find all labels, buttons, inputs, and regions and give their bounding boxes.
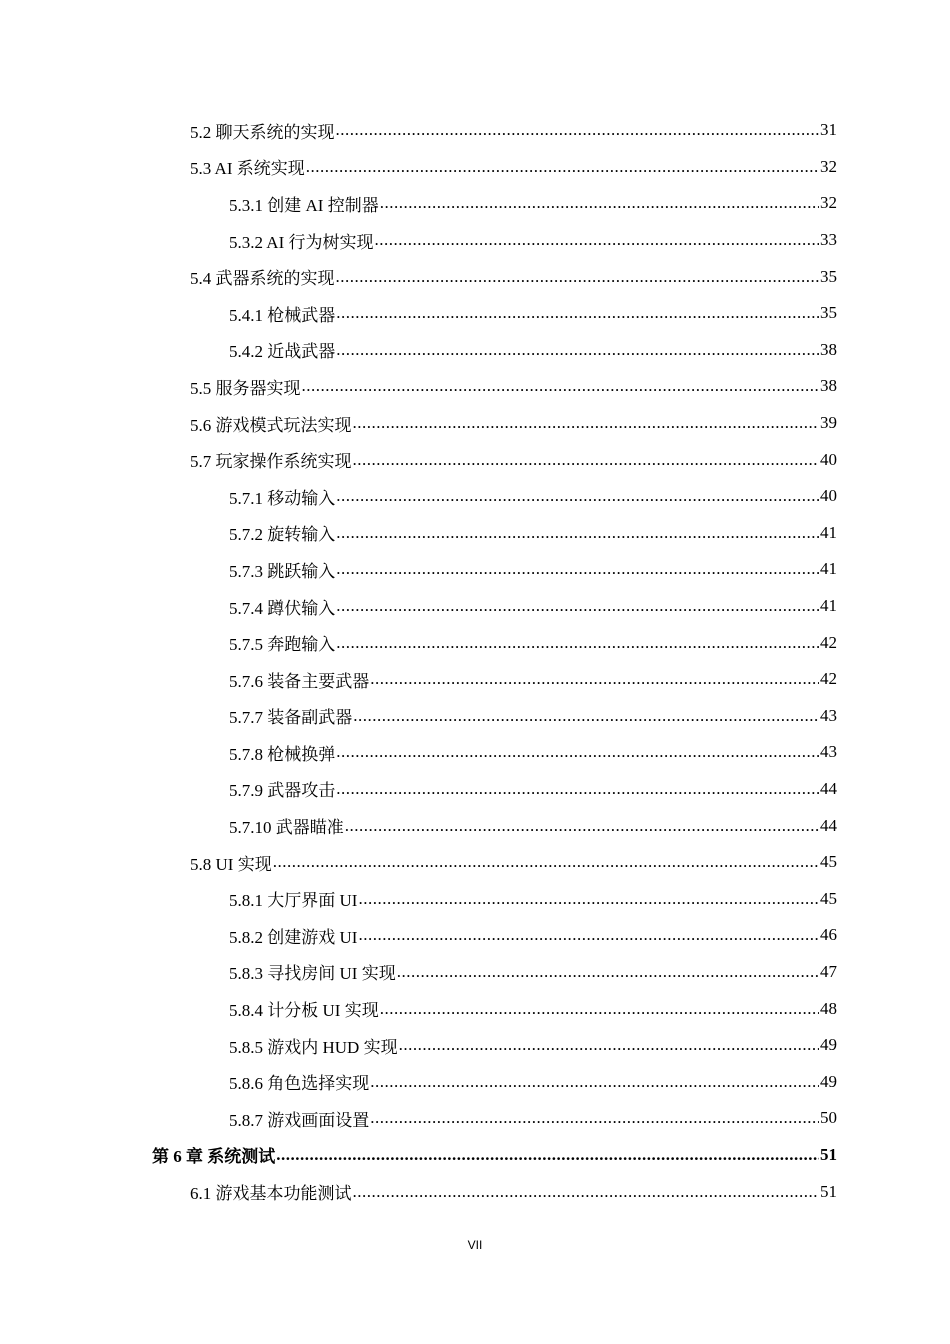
toc-leader-dots (353, 706, 819, 726)
toc-entry[interactable] (0, 295, 837, 332)
toc-entry-title: 5.7.9 武器攻击 (229, 781, 336, 801)
toc-entry[interactable] (0, 222, 837, 259)
toc-leader-dots (306, 157, 819, 177)
toc-leader-dots (370, 669, 819, 689)
toc-entry[interactable] (0, 1027, 837, 1064)
toc-entry-page: 51 (820, 1181, 837, 1201)
toc-entry-page: 33 (820, 230, 837, 250)
toc-entry-page: 39 (820, 413, 837, 433)
toc-entry-page: 43 (820, 742, 837, 762)
toc-entry-title: 5.4.1 枪械武器 (229, 305, 336, 325)
toc-entry-title: 5.7.6 装备主要武器 (229, 671, 370, 691)
toc-entry-title: 5.4 武器系统的实现 (190, 269, 335, 289)
toc-leader-dots (380, 999, 819, 1019)
toc-entry-page: 42 (820, 632, 837, 652)
toc-entry[interactable] (0, 771, 837, 808)
toc-entry[interactable] (0, 807, 837, 844)
toc-entry-title: 第 6 章 系统测试 (152, 1147, 276, 1167)
toc-entry-title: 5.5 服务器实现 (190, 378, 301, 398)
toc-entry[interactable] (0, 405, 837, 442)
toc-entry-title: 5.7.2 旋转输入 (229, 525, 336, 545)
toc-entry[interactable] (0, 551, 837, 588)
toc-entry[interactable] (0, 478, 837, 515)
toc-leader-dots (302, 376, 820, 396)
toc-leader-dots (358, 889, 819, 909)
toc-entry-page: 50 (820, 1108, 837, 1128)
toc-entry-title: 5.7.1 移动输入 (229, 488, 336, 508)
toc-entry-title: 5.6 游戏模式玩法实现 (190, 415, 352, 435)
toc-leader-dots (399, 1035, 819, 1055)
toc-entry[interactable] (0, 112, 837, 149)
toc-entry[interactable] (0, 624, 837, 661)
toc-leader-dots (336, 523, 819, 543)
toc-entry-title: 5.8.7 游戏画面设置 (229, 1110, 370, 1130)
toc-entry-page: 35 (820, 266, 837, 286)
toc-entry-title: 5.2 聊天系统的实现 (190, 122, 335, 142)
toc-rows (0, 112, 950, 1210)
toc-entry-title: 6.1 游戏基本功能测试 (190, 1184, 352, 1204)
toc-leader-dots (336, 559, 819, 579)
toc-leader-dots (336, 596, 819, 616)
toc-leader-dots (353, 413, 820, 433)
toc-leader-dots (353, 1182, 820, 1202)
toc-entry[interactable] (0, 149, 837, 186)
toc-entry-page: 45 (820, 888, 837, 908)
toc-entry[interactable] (0, 1100, 837, 1137)
toc-leader-dots (358, 925, 819, 945)
toc-leader-dots (375, 230, 820, 250)
toc-entry-title: 5.7.3 跳跃输入 (229, 561, 336, 581)
toc-entry-page: 40 (820, 449, 837, 469)
toc-entry[interactable] (0, 588, 837, 625)
toc-entry-page: 49 (820, 1071, 837, 1091)
toc-entry-title: 5.8.1 大厅界面 UI (229, 891, 358, 911)
toc-leader-dots (345, 816, 819, 836)
toc-leader-dots (336, 340, 819, 360)
toc-entry[interactable] (0, 661, 837, 698)
toc-entry-page: 41 (820, 596, 837, 616)
toc-entry-title: 5.8.4 计分板 UI 实现 (229, 1001, 379, 1021)
toc-leader-dots (276, 1145, 819, 1165)
toc-entry-title: 5.7.4 蹲伏输入 (229, 598, 336, 618)
toc-entry-page: 44 (820, 815, 837, 835)
toc-entry-page: 41 (820, 522, 837, 542)
toc-entry-page: 49 (820, 1035, 837, 1055)
toc-entry-title: 5.8.6 角色选择实现 (229, 1074, 370, 1094)
toc-entry-title: 5.7.7 装备副武器 (229, 708, 353, 728)
toc-leader-dots (336, 486, 819, 506)
toc-entry-title: 5.3 AI 系统实现 (190, 159, 305, 179)
toc-entry[interactable] (0, 1063, 837, 1100)
toc-entry[interactable] (0, 185, 837, 222)
toc-entry-title: 5.3.1 创建 AI 控制器 (229, 195, 379, 215)
toc-leader-dots (380, 193, 819, 213)
toc-leader-dots (336, 120, 820, 140)
toc-entry-title: 5.7 玩家操作系统实现 (190, 452, 352, 472)
toc-entry[interactable] (0, 1173, 837, 1210)
toc-entry[interactable] (0, 258, 837, 295)
toc-leader-dots (370, 1072, 819, 1092)
toc-leader-dots (353, 450, 820, 470)
toc-entry-page: 38 (820, 339, 837, 359)
toc-entry-page: 35 (820, 303, 837, 323)
toc-entry-page: 43 (820, 705, 837, 725)
toc-entry[interactable] (0, 917, 837, 954)
toc-leader-dots (336, 303, 819, 323)
toc-entry-page: 38 (820, 376, 837, 396)
toc-entry-title: 5.8.3 寻找房间 UI 实现 (229, 964, 396, 984)
toc-entry[interactable] (0, 734, 837, 771)
toc-entry-page: 44 (820, 778, 837, 798)
toc-entry-page: 42 (820, 669, 837, 689)
toc-leader-dots (336, 779, 819, 799)
toc-leader-dots (397, 962, 819, 982)
toc-entry[interactable] (0, 954, 837, 991)
toc-entry-title: 5.8 UI 实现 (190, 854, 272, 874)
toc-leader-dots (336, 742, 819, 762)
toc-entry[interactable] (0, 1137, 837, 1174)
toc-entry-page: 51 (820, 1144, 837, 1164)
toc-entry-page: 32 (820, 193, 837, 213)
toc-entry[interactable] (0, 844, 837, 881)
toc-entry-page: 46 (820, 925, 837, 945)
toc-leader-dots (336, 633, 819, 653)
toc-entry-page: 45 (820, 852, 837, 872)
toc-entry[interactable] (0, 332, 837, 369)
toc-entry-page: 40 (820, 486, 837, 506)
toc-leader-dots (273, 852, 819, 872)
toc-entry-title: 5.7.8 枪械换弹 (229, 744, 336, 764)
toc-entry[interactable] (0, 368, 837, 405)
toc-entry-title: 5.4.2 近战武器 (229, 342, 336, 362)
toc-entry[interactable] (0, 515, 837, 552)
toc-entry-page: 47 (820, 961, 837, 981)
toc-entry-title: 5.3.2 AI 行为树实现 (229, 232, 374, 252)
toc-leader-dots (370, 1108, 819, 1128)
toc-leader-dots (336, 267, 820, 287)
table-of-contents (0, 112, 950, 1210)
toc-entry[interactable] (0, 698, 837, 735)
toc-entry[interactable] (0, 880, 837, 917)
toc-entry-page: 32 (820, 156, 837, 176)
toc-entry[interactable] (0, 990, 837, 1027)
toc-entry-page: 31 (820, 120, 837, 140)
toc-entry-title: 5.7.10 武器瞄准 (229, 818, 344, 838)
toc-entry-title: 5.8.2 创建游戏 UI (229, 927, 358, 947)
toc-entry-title: 5.7.5 奔跑输入 (229, 635, 336, 655)
toc-entry-title: 5.8.5 游戏内 HUD 实现 (229, 1037, 398, 1057)
toc-entry-page: 48 (820, 998, 837, 1018)
toc-entry-page: 41 (820, 559, 837, 579)
page-number: VII (467, 1238, 483, 1252)
toc-entry[interactable] (0, 441, 837, 478)
